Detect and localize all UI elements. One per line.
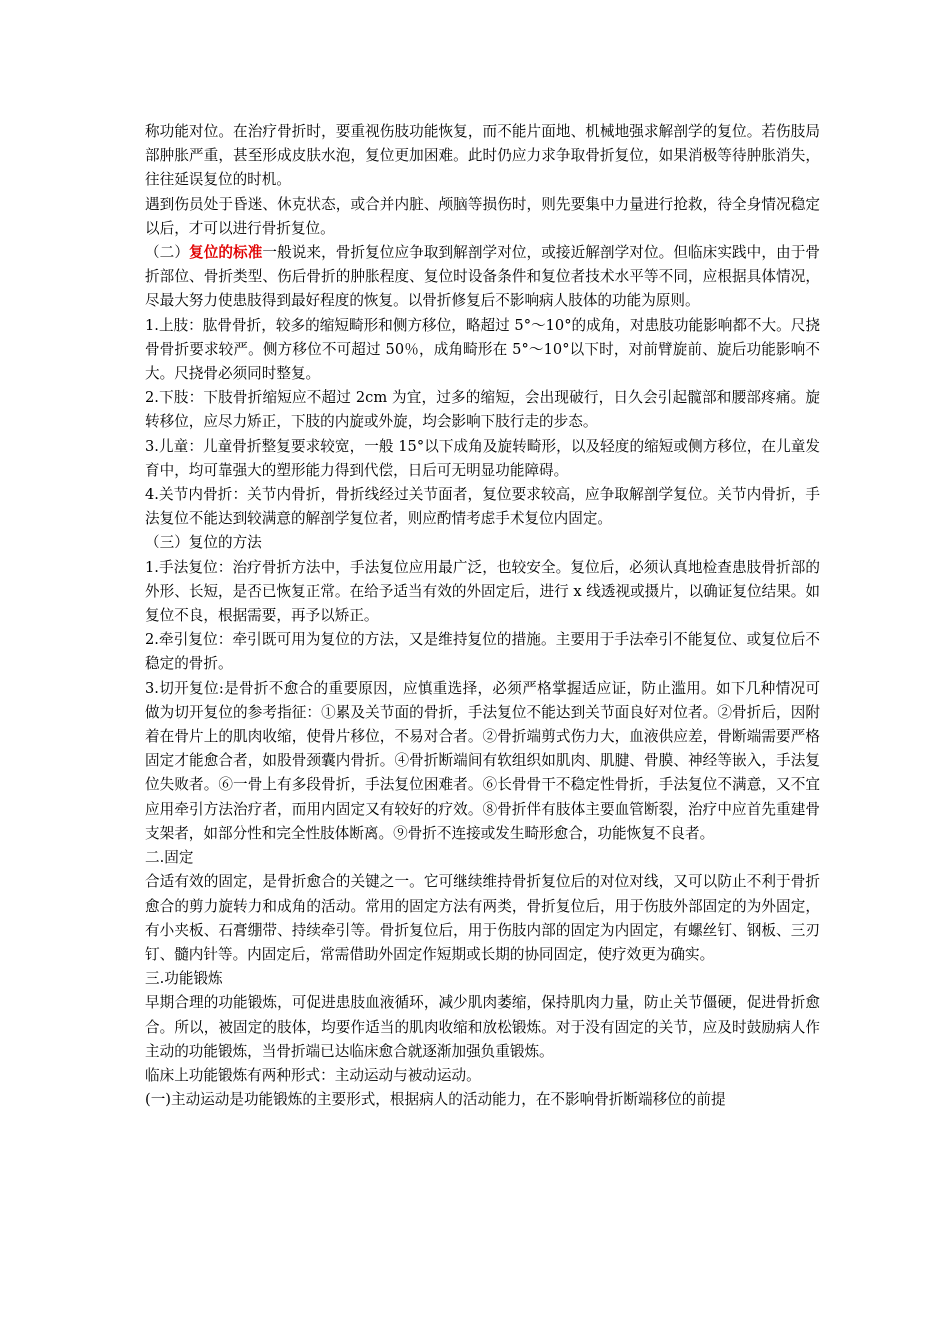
section-number: （二） — [145, 244, 190, 262]
paragraph-active-motion: (一)主动运动是功能锻炼的主要形式，根据病人的活动能力，在不影响骨折断端移位的前提 — [145, 1091, 726, 1109]
paragraph-emergency-rescue: 遇到伤员处于昏迷、休克状态，或合并内脏、颅脑等损伤时，则先要集中力量进行抢救，待全身情况稳定以后，才可以进行骨折复位。 — [145, 195, 820, 237]
heading-functional-exercise: 三.功能锻炼 — [145, 970, 223, 988]
paragraph-children: 3.儿童：儿童骨折整复要求较宽，一般 15°以下成角及旋转畸形，以及轻度的缩短或侧方移位，在儿童发育中，均可靠强大的塑形能力得到代偿，日后可无明显功能障碍。 — [145, 437, 820, 479]
paragraph-functional-exercise: 早期合理的功能锻炼，可促进患肢血液循环，减少肌肉萎缩，保持肌肉力量，防止关节僵硬，促进骨折愈合。所以，被固定的肢体，均要作适当的肌肉收缩和放松锻炼。对于没有固定的关节，应及时鼓励病人作主动的功能锻炼，当骨折端已达临床愈合就逐渐加强负重锻炼。 — [145, 994, 820, 1060]
paragraph-manual-reduction: 1.手法复位：治疗骨折方法中，手法复位应用最广泛，也较安全。复位后，必须认真地检查患肢骨折部的外形、长短，是否已恢复正常。在给予适当有效的外固定后，进行 x 线透视或摄片，以确证复位结果。如复位不良，根据需要，再予以矫正。 — [145, 558, 820, 625]
heading-reduction-methods: （三）复位的方法 — [145, 534, 262, 552]
paragraph-functional-alignment: 称功能对位。在治疗骨折时，要重视伤肢功能恢复，而不能片面地、机械地强求解剖学的复位。若伤肢局部肿胀严重，甚至形成皮肤水泡，复位更加困难。此时仍应力求争取骨折复位，如果消极等待肿胀消失，往往延误复位的时机。 — [145, 123, 820, 189]
heading-fixation: 二.固定 — [145, 849, 194, 867]
paragraph-open-reduction: 3.切开复位:是骨折不愈合的重要原因，应慎重选择，必须严格掌握适应证，防止滥用。如下几种情况可做为切开复位的参考指征：①累及关节面的骨折，手法复位不能达到关节面良好对位者。②骨折后，因附着在骨片上的肌肉收缩，使骨片移位，不易对合者。②骨折端剪式伤力大，血液供应差，骨断端需要严格固定才能愈合者，如股骨颈囊内骨折。④骨折断端间有软组织如肌肉、肌腱、骨膜、神经等嵌入，手法复位失败者。⑥一骨上有多段骨折，手法复位困难者。⑥长骨骨干不稳定性骨折，手法复位不满意，又不宜应用牵引方法治疗者，而用内固定又有较好的疗效。⑧骨折伴有肢体主要血管断裂，治疗中应首先重建骨支架者，如部分性和完全性肢体断离。⑨骨折不连接或发生畸形愈合，功能恢复不良者。 — [145, 679, 820, 842]
paragraph-lower-limb: 2.下肢：下肢骨折缩短应不超过 2cm 为宜，过多的缩短，会出现破行，日久会引起髋部和腰部疼痛。旋转移位，应尽力矫正，下肢的内旋或外旋，均会影响下肢行走的步态。 — [145, 389, 820, 431]
paragraph-exercise-forms: 临床上功能锻炼有两种形式：主动运动与被动运动。 — [145, 1066, 481, 1084]
paragraph-traction-reduction: 2.牵引复位：牵引既可用为复位的方法，又是维持复位的措施。主要用于手法牵引不能复位、或复位后不稳定的骨折。 — [145, 631, 820, 673]
paragraph-intra-articular: 4.关节内骨折：关节内骨折，骨折线经过关节面者，复位要求较高，应争取解剖学复位。关节内骨折，手法复位不能达到较满意的解剖学复位者，则应酌情考虑手术复位内固定。 — [145, 486, 820, 528]
document-body — [145, 120, 820, 1112]
section-heading-highlight: 复位的标准 — [189, 244, 263, 262]
section-body: 一般说来，骨折复位应争取到解剖学对位，或接近解剖学对位。但临床实践中，由于骨折部位、骨折类型、伤后骨折的肿胀程度、复位时设备条件和复位者技术水平等不同，应根据具体情况，尽最大努力使患肢得到最好程度的恢复。以骨折修复后不影响病人肢体的功能为原则。 — [145, 244, 820, 310]
paragraph-fixation: 合适有效的固定，是骨折愈合的关键之一。它可继续维持骨折复位后的对位对线，又可以防止不利于骨折愈合的剪力旋转力和成角的活动。常用的固定方法有两类，骨折复位后，用于伤肢外部固定的为外固定，有小夹板、石膏绷带、持续牵引等。骨折复位后，用于伤肢内部的固定为内固定，有螺丝钉、钢板、三刃钉、髓内针等。内固定后，常需借助外固定作短期或长期的协同固定，使疗效更为确实。 — [145, 873, 820, 963]
paragraph-upper-limb: 1.上肢：肱骨骨折，较多的缩短畸形和侧方移位，略超过 5°～10°的成角，对患肢功能影响都不大。尺挠骨骨折要求较严。侧方移位不可超过 50％，成角畸形在 5°～10°以下时，对前臂旋前、旋后功能影响不大。尺挠骨必须同时整复。 — [145, 316, 820, 383]
paragraph-reduction-standard — [145, 241, 820, 314]
